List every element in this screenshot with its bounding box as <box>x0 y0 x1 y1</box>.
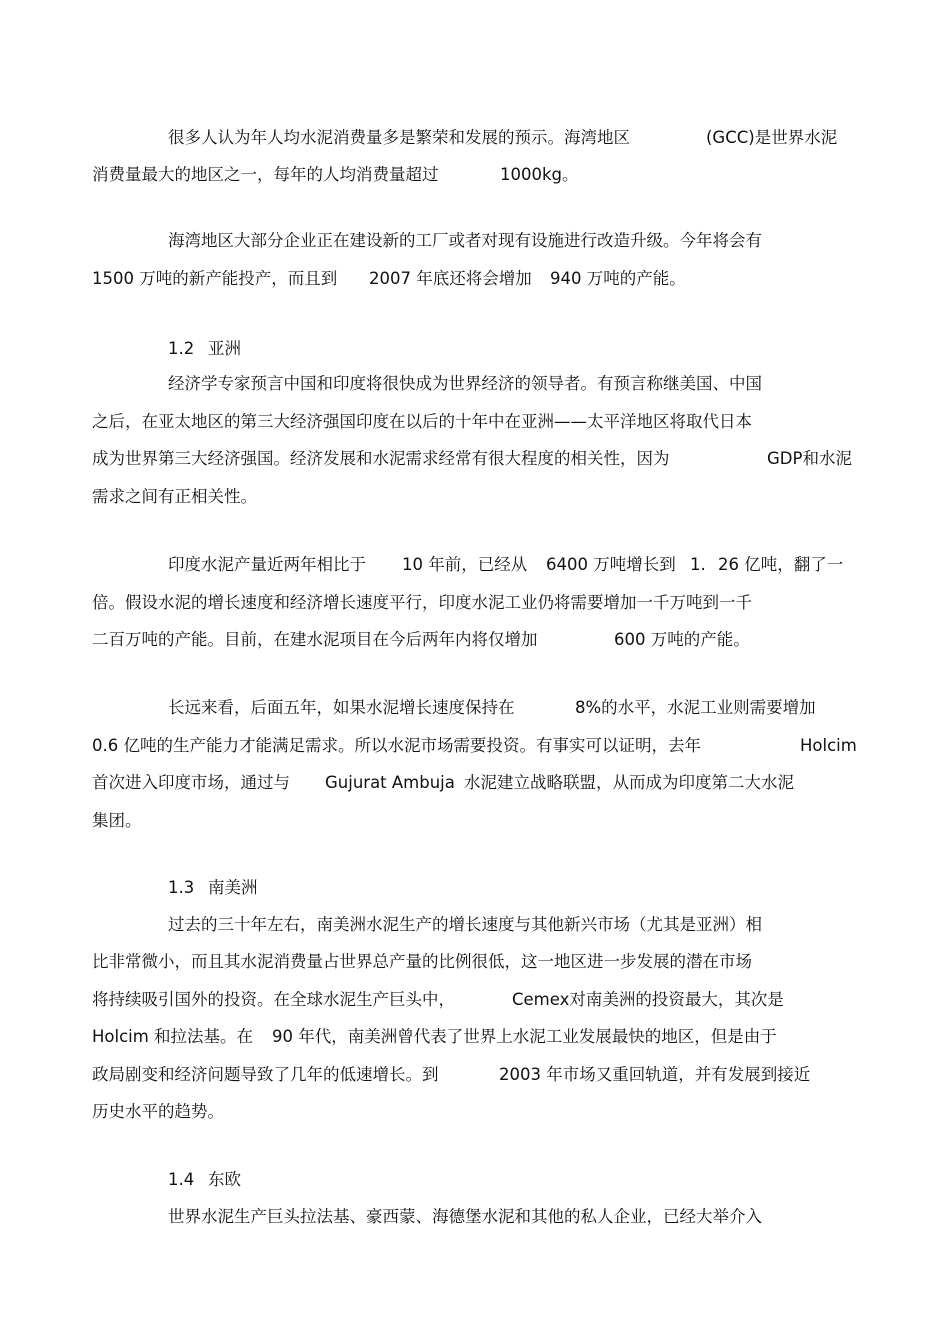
paragraph-line <box>0 547 950 583</box>
paragraph-line <box>0 585 950 621</box>
text-run: 历史水平的趋势。 <box>92 1102 224 1121</box>
text-run: 1500 万吨的新产能投产，而且到 <box>92 269 338 288</box>
paragraph-line <box>0 1094 950 1130</box>
text-run: 世界水泥生产巨头拉法基、豪西蒙、海德堡水泥和其他的私人企业，已经大举介入 <box>168 1207 762 1226</box>
paragraph-line <box>0 622 950 658</box>
paragraph-line <box>0 728 950 764</box>
text-run: (GCC)是世界水泥 <box>706 128 838 147</box>
text-run: GDP和水泥 <box>767 449 852 468</box>
text-run: Cemex对南美洲的投资最大，其次是 <box>512 990 784 1009</box>
paragraph-line <box>0 907 950 943</box>
paragraph-line <box>0 1199 950 1235</box>
paragraph-line <box>0 157 950 193</box>
text-run: 之后，在亚太地区的第三大经济强国印度在以后的十年中在亚洲——太平洋地区将取代日本 <box>92 412 752 431</box>
text-run: 1. <box>690 555 706 574</box>
section-heading <box>0 331 950 367</box>
section-number: 1.2 <box>168 339 195 358</box>
paragraph-line <box>0 1019 950 1055</box>
section-heading <box>0 870 950 906</box>
text-run: 比非常微小，而且其水泥消费量占世界总产量的比例很低，这一地区进一步发展的潜在市场 <box>92 952 752 971</box>
text-run: 政局剧变和经济问题导致了几年的低速增长。到 <box>92 1065 439 1084</box>
paragraph-line <box>0 366 950 402</box>
paragraph-line <box>0 1057 950 1093</box>
text-run: 0.6 亿吨的生产能力才能满足需求。所以水泥市场需要投资。有事实可以证明，去年 <box>92 736 701 755</box>
text-run: 水泥建立战略联盟，从而成为印度第二大水泥 <box>464 773 794 792</box>
text-run: 很多人认为年人均水泥消费量多是繁荣和发展的预示。海湾地区 <box>168 128 630 147</box>
paragraph-line <box>0 944 950 980</box>
text-run: 长远来看，后面五年，如果水泥增长速度保持在 <box>168 698 515 717</box>
text-run: 2003 年市场又重回轨道，并有发展到接近 <box>499 1065 811 1084</box>
text-run: 首次进入印度市场，通过与 <box>92 773 290 792</box>
section-heading <box>0 1162 950 1198</box>
paragraph-line <box>0 690 950 726</box>
text-run: 印度水泥产量近两年相比于 <box>168 555 366 574</box>
text-run: 2007 年底还将会增加 <box>369 269 532 288</box>
paragraph-line <box>0 765 950 801</box>
text-run: 将持续吸引国外的投资。在全球水泥生产巨头中， <box>92 990 455 1009</box>
text-run: 6400 万吨增长到 <box>546 555 676 574</box>
text-run: 成为世界第三大经济强国。经济发展和水泥需求经常有很大程度的相关性，因为 <box>92 449 670 468</box>
paragraph-line <box>0 120 950 156</box>
paragraph-line <box>0 479 950 515</box>
section-title: 亚洲 <box>208 339 241 358</box>
text-run: 倍。假设水泥的增长速度和经济增长速度平行，印度水泥工业仍将需要增加一千万吨到一千 <box>92 593 752 612</box>
text-run: 600 万吨的产能。 <box>614 630 750 649</box>
text-run: 10 年前，已经从 <box>402 555 528 574</box>
paragraph-line <box>0 982 950 1018</box>
text-run: Gujurat Ambuja <box>325 773 455 792</box>
section-title: 南美洲 <box>208 878 258 897</box>
paragraph-line <box>0 261 950 297</box>
text-run: 经济学专家预言中国和印度将很快成为世界经济的领导者。有预言称继美国、中国 <box>168 374 762 393</box>
text-run: 需求之间有正相关性。 <box>92 487 257 506</box>
text-run: 过去的三十年左右，南美洲水泥生产的增长速度与其他新兴市场（尤其是亚洲）相 <box>168 915 762 934</box>
paragraph-line <box>0 803 950 839</box>
text-run: 消费量最大的地区之一，每年的人均消费量超过 <box>92 165 439 184</box>
text-run: Holcim 和拉法基。在 <box>92 1027 254 1046</box>
section-number: 1.4 <box>168 1170 195 1189</box>
paragraph-line <box>0 441 950 477</box>
text-run: 8%的水平，水泥工业则需要增加 <box>575 698 816 717</box>
text-run: 海湾地区大部分企业正在建设新的工厂或者对现有设施进行改造升级。今年将会有 <box>168 231 762 250</box>
text-run: 集团。 <box>92 811 142 830</box>
section-title: 东欧 <box>208 1170 241 1189</box>
text-run: 1000kg。 <box>500 165 579 184</box>
paragraph-line <box>0 223 950 259</box>
text-run: 26 亿吨，翻了一 <box>718 555 844 574</box>
text-run: Holcim <box>800 736 857 755</box>
text-run: 二百万吨的产能。目前，在建水泥项目在今后两年内将仅增加 <box>92 630 538 649</box>
section-number: 1.3 <box>168 878 195 897</box>
paragraph-line <box>0 404 950 440</box>
text-run: 940 万吨的产能。 <box>550 269 686 288</box>
text-run: 90 年代，南美洲曾代表了世界上水泥工业发展最快的地区，但是由于 <box>272 1027 777 1046</box>
